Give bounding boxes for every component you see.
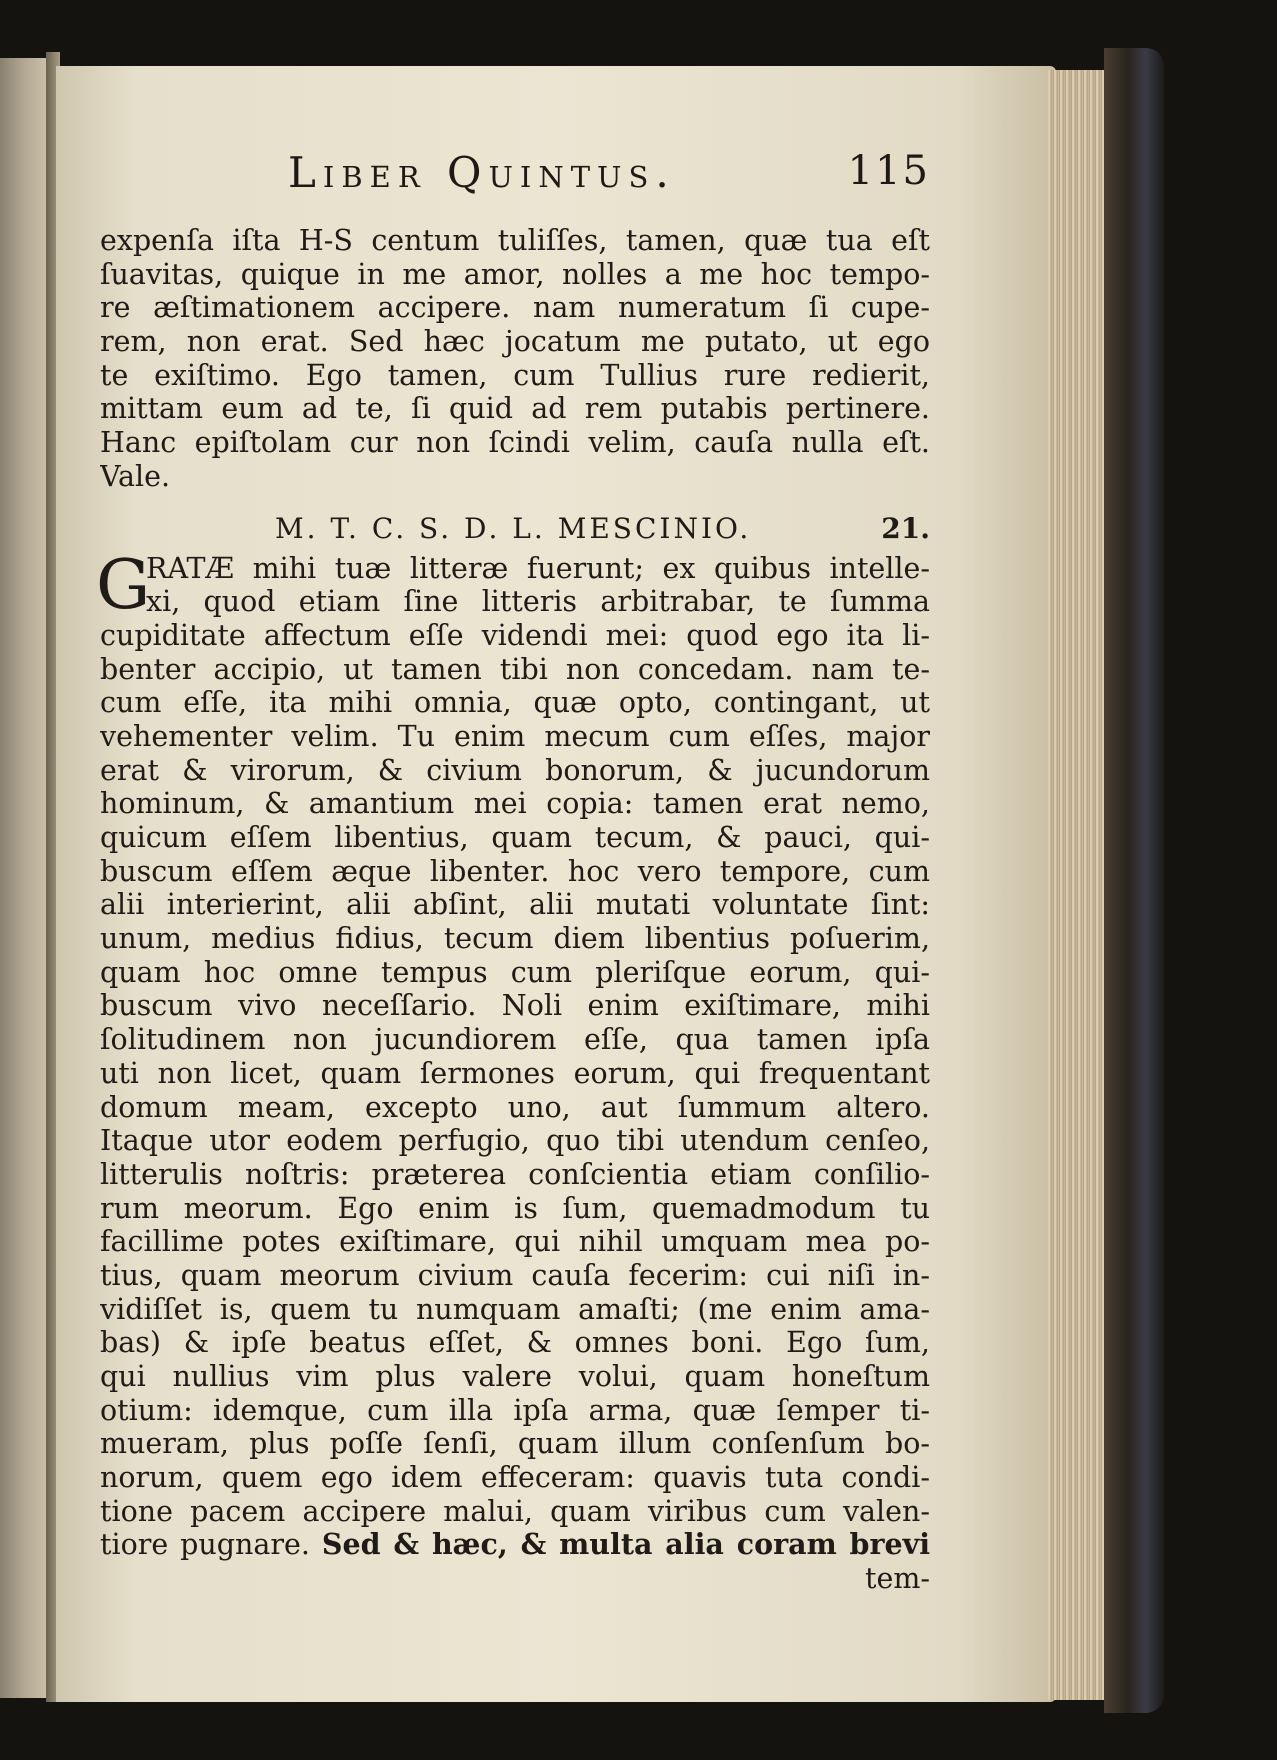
body-line: cum eſſe, ita mihi omnia, quæ opto, contingant, ut (100, 686, 930, 720)
body-line: norum, quem ego idem effeceram: quavis tuta condi- (100, 1461, 930, 1495)
prev-letter-line: re æſtimationem accipere. nam numeratum ſi cupe- (100, 291, 930, 325)
prev-letter-line: te exiſtimo. Ego tamen, cum Tullius rure redierit, (100, 358, 930, 392)
closing-vale: Vale. (100, 459, 170, 493)
page-number: 115 (847, 148, 930, 194)
body-line: domum meam, excepto uno, aut ſummum altero. (100, 1090, 930, 1124)
body-line: litterulis noſtris: præterea conſcientia etiam conſilio- (100, 1157, 930, 1191)
body-line: otium: idemque, cum illa ipſa arma, quæ ſemper ti- (100, 1393, 930, 1427)
body-line: vidiſſet is, quem tu numquam amaſti; (me enim ama- (100, 1292, 930, 1326)
body-line: quicum eſſem libentius, quam tecum, & pauci, qui- (100, 821, 930, 854)
letter-number: 21. (881, 511, 930, 545)
body-line: buscum vivo neceſſario. Noli enim exiſtimare, mihi (100, 989, 930, 1023)
letter-salutation: M. T. C. S. D. L. MESCINIO. (275, 511, 752, 545)
body-line: alii interierint, alii abſint, alii mutati voluntate ſint: (100, 888, 930, 922)
prev-letter-line: Hanc epiſtolam cur non ſcindi velim, cauſa nulla eſt. (100, 426, 930, 460)
final-line-rest: Sed & hæc, & multa alia coram brevi (321, 1528, 930, 1562)
final-line-start: tiore pugnare. (100, 1528, 310, 1562)
body-line: mueram, plus poſſe ſenſi, quam illum conſenſum bo- (100, 1427, 930, 1461)
body-line-final (100, 1528, 930, 1562)
running-head (100, 148, 930, 208)
body-line: unum, medius fidius, tecum diem libentius poſuerim, (100, 922, 930, 956)
running-head-title: Liber Quintus. (288, 148, 676, 197)
catchword: tem- (865, 1562, 930, 1596)
body-line: tius, quam meorum civium cauſa fecerim: cui niſi in- (100, 1258, 930, 1292)
body-line: facillime potes exiſtimare, qui nihil umquam mea po- (100, 1225, 930, 1259)
prev-letter-line: rem, non erat. Sed hæc jocatum me putato, ut ego (100, 325, 930, 359)
letter-heading (100, 494, 930, 552)
body-line: tione pacem accipere malui, quam viribus cum valen- (100, 1494, 930, 1528)
letter-body (100, 619, 930, 1529)
prev-letter-line: expenſa iſta H-S centum tuliſſes, tamen, quæ tua eſt (100, 224, 930, 257)
body-line: RATÆ mihi tuæ litteræ fuerunt; ex quibus intelle- (146, 551, 930, 585)
body-line: Itaque utor eodem perfugio, quo tibi utendum cenſeo, (100, 1124, 930, 1158)
letter-opening (96, 545, 930, 625)
body-line: rum meorum. Ego enim is ſum, quemadmodum tu (100, 1191, 930, 1225)
prev-letter-line: ſuavitas, quique in me amor, nolles a me hoc tempo- (100, 257, 930, 291)
body-line: buscum eſſem æque libenter. hoc vero tempore, cum (100, 854, 930, 888)
page-edges (1048, 70, 1108, 1700)
previous-letter-end (100, 224, 930, 460)
body-line: cupiditate affectum eſſe videndi mei: quod ego ita li- (100, 618, 930, 652)
body-line: bas) & ipſe beatus eſſet, & omnes boni. Ego ſum, (100, 1326, 930, 1360)
body-line: qui nullius vim plus valere volui, quam honeſtum (100, 1360, 930, 1393)
body-line: vehementer velim. Tu enim mecum cum eſſes, major (100, 719, 930, 753)
drop-cap: G (96, 545, 151, 625)
body-line: erat & virorum, & civium bonorum, & jucundorum (100, 753, 930, 787)
text-block (96, 224, 930, 1596)
body-line: uti non licet, quam ſermones eorum, qui frequentant (100, 1056, 930, 1090)
body-line: quam hoc omne tempus cum pleriſque eorum, qui- (100, 955, 930, 989)
body-line: hominum, & amantium mei copia: tamen erat nemo, (100, 787, 930, 821)
book-cover-edge (1104, 48, 1164, 1713)
prev-letter-line: mittam eum ad te, ſi quid ad rem putabis pertinere. (100, 392, 930, 426)
body-line: xi, quod etiam ſine litteris arbitrabar, te ſumma (146, 585, 930, 619)
body-line: benter accipio, ut tamen tibi non concedam. nam te- (100, 652, 930, 686)
body-line: ſolitudinem non jucundiorem eſſe, qua tamen ipſa (100, 1023, 930, 1057)
